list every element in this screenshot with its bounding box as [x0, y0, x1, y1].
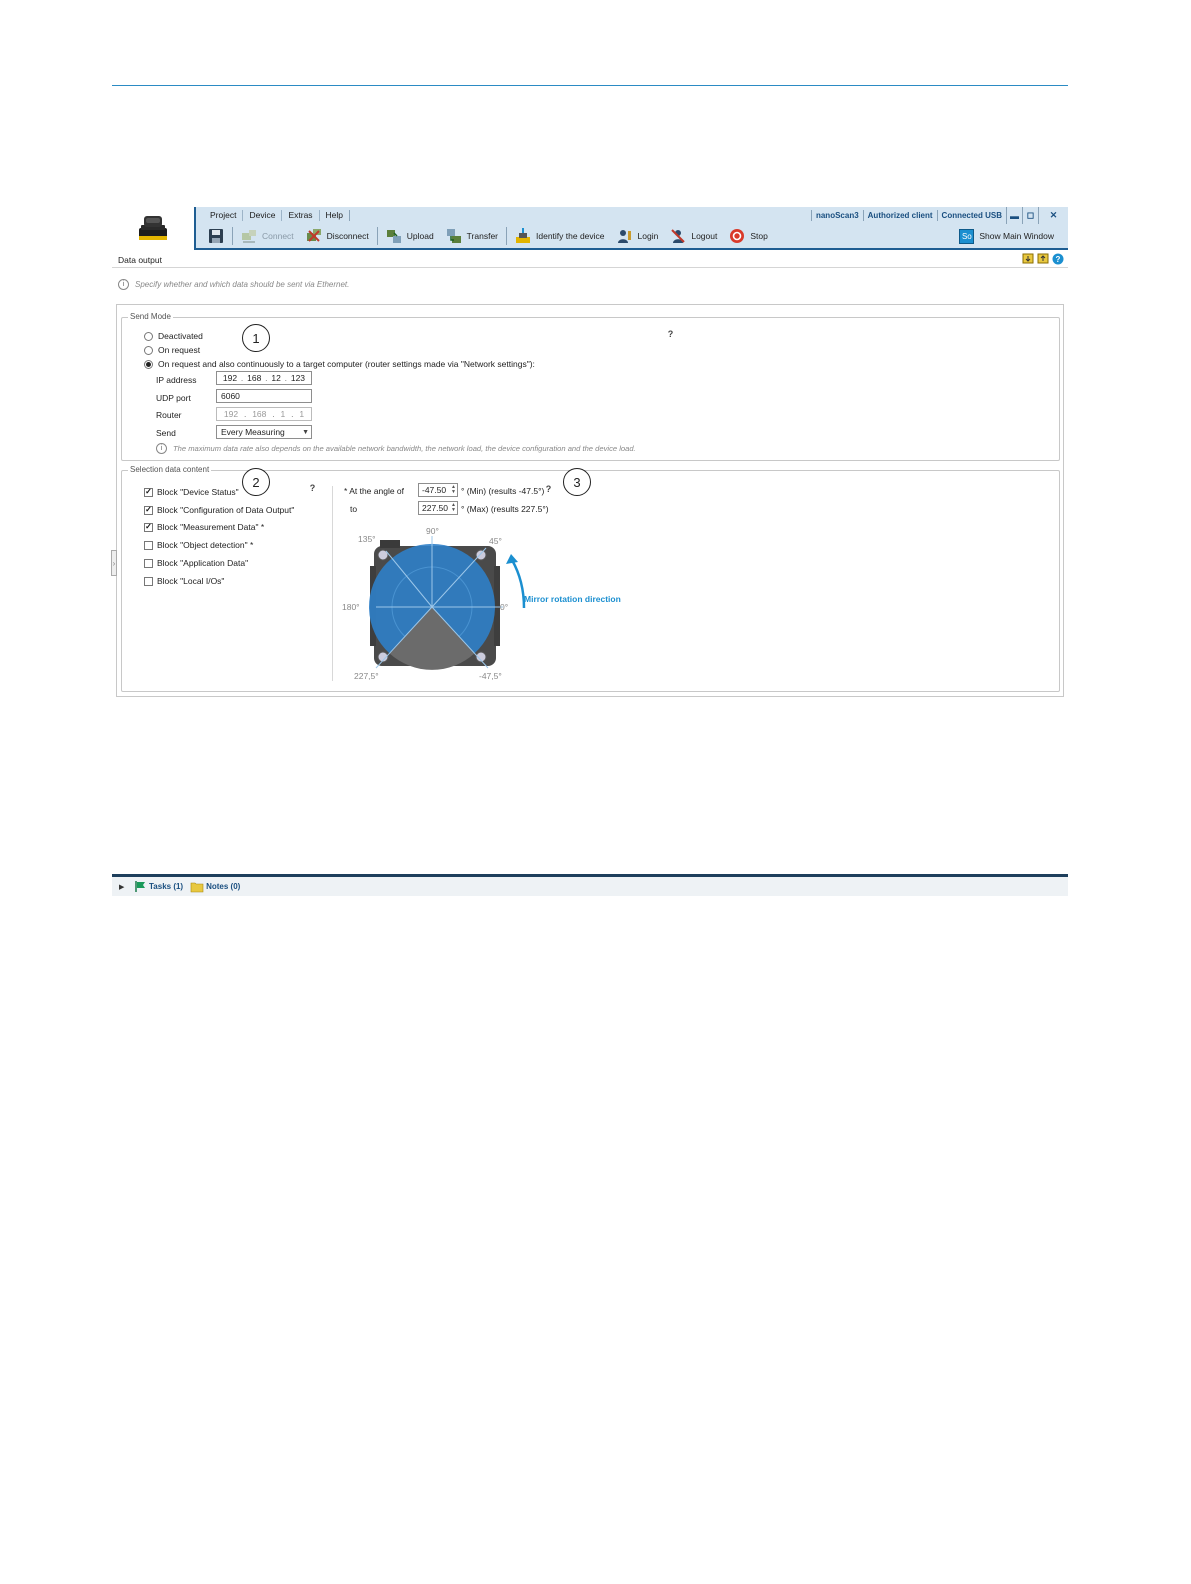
page-info-text: Specify whether and which data should be sent via Ethernet. [135, 280, 350, 289]
page-title: Data output [118, 255, 162, 265]
toolbar-separator [232, 227, 233, 245]
mirror-rotation-label: Mirror rotation direction [524, 594, 621, 604]
checkbox-label: Block "Configuration of Data Output" [157, 505, 295, 515]
stop-button[interactable] [723, 225, 774, 247]
toolbar-separator [377, 227, 378, 245]
flag-icon [135, 881, 146, 892]
save-icon [208, 228, 224, 244]
menu-extras[interactable]: Extras [282, 210, 319, 221]
help-icon[interactable] [1052, 253, 1064, 265]
disconnect-icon [306, 228, 322, 244]
send-mode-note [156, 443, 636, 454]
stop-icon [729, 228, 745, 244]
angle-max-suffix: ° (Max) (results 227.5°) [461, 504, 549, 514]
udp-port-label: UDP port [156, 393, 191, 403]
angle-min-suffix: ° (Min) (results -47.5°) [461, 486, 545, 496]
selection-data-group [121, 465, 1060, 692]
disconnect-button[interactable] [300, 225, 375, 247]
udp-port-value: 6060 [221, 391, 240, 401]
logout-button[interactable] [664, 225, 723, 247]
radio-label: On request and also continuously to a target computer (router settings made via "Network settings"): [158, 359, 535, 369]
app-window [112, 207, 1068, 697]
checkbox-label: Block "Measurement Data" * [157, 522, 265, 532]
ip-octet: 12 [271, 373, 281, 383]
blocks-help-icon[interactable]: ? [309, 483, 316, 493]
radio-button[interactable] [144, 360, 153, 369]
router-octet: 192 [223, 409, 239, 419]
radio-on-request[interactable] [144, 345, 200, 355]
connect-icon [241, 228, 257, 244]
sidebar-expand-handle[interactable]: › [111, 550, 117, 576]
login-icon [617, 228, 633, 244]
block-configuration-checkbox[interactable] [144, 505, 294, 515]
checkbox[interactable] [144, 559, 153, 568]
tasks-label: Tasks (1) [149, 882, 184, 891]
ip-octet: 123 [290, 373, 306, 383]
notes-tab[interactable] [191, 882, 240, 892]
angle-label-135: 135° [358, 534, 376, 544]
minimize-button[interactable]: ▬ [1006, 207, 1022, 224]
block-device-status-checkbox[interactable] [144, 487, 239, 497]
connect-label: Connect [262, 231, 294, 241]
logout-icon [670, 228, 686, 244]
send-select[interactable] [216, 425, 312, 439]
scan-field-diagram [342, 526, 646, 681]
spinner-arrows-icon[interactable]: ▲ ▼ [451, 502, 456, 513]
stop-label: Stop [750, 231, 768, 241]
ip-address-input[interactable]: 192 . 168 . 12 . 123 [216, 371, 312, 385]
angle-max-input[interactable] [418, 501, 458, 515]
connect-button[interactable] [235, 225, 300, 247]
chevron-down-icon: ▼ [302, 428, 309, 436]
import-icon[interactable] [1022, 253, 1034, 265]
angle-min-value: -47.50 [422, 485, 447, 495]
scanner-device-icon [136, 212, 170, 244]
close-button[interactable]: ✕ [1038, 207, 1068, 224]
angle-label-0: 0° [500, 602, 509, 612]
svg-text:?: ? [1055, 255, 1061, 264]
checkbox-label: Block "Application Data" [157, 558, 249, 568]
radio-continuous[interactable] [144, 359, 535, 369]
checkbox[interactable]: ✓ [145, 487, 152, 496]
transfer-button[interactable] [440, 225, 504, 247]
show-main-window-icon: So [959, 229, 974, 244]
show-main-window-button[interactable] [953, 225, 1060, 247]
identify-device-label: Identify the device [536, 231, 605, 241]
angle-to-label: to [350, 504, 358, 514]
column-divider [332, 486, 333, 681]
logout-label: Logout [691, 231, 718, 241]
block-measurement-data-checkbox[interactable] [144, 522, 264, 532]
send-mode-legend: Send Mode [130, 312, 171, 321]
rotation-arrow-icon [512, 560, 524, 608]
angle-label-45: 45° [489, 536, 502, 546]
radio-label: On request [158, 345, 201, 355]
status-device-name: nanoScan3 [811, 210, 863, 221]
info-icon: i [118, 279, 129, 290]
content-frame [112, 304, 1064, 697]
router-input: 192 . 168 . 1 . 1 [216, 407, 312, 421]
toolbar-separator [506, 227, 507, 245]
export-icon[interactable] [1037, 253, 1049, 265]
radio-button[interactable] [144, 346, 153, 355]
checkbox[interactable]: ✓ [145, 505, 152, 514]
router-octet: 1 [299, 409, 305, 419]
page-info [118, 279, 349, 290]
angle-label-minus-47-5: -47,5° [479, 671, 502, 681]
login-button[interactable] [611, 225, 665, 247]
identify-device-button[interactable] [509, 225, 611, 247]
checkbox[interactable]: ✓ [145, 522, 152, 531]
send-mode-note-text: The maximum data rate also depends on the available network bandwidth, the network load, the device configuration and the device load. [173, 444, 636, 453]
send-select-value: Every Measuring [221, 427, 285, 437]
toolbar [194, 224, 1068, 250]
transfer-label: Transfer [466, 231, 499, 241]
save-button[interactable] [202, 225, 230, 247]
send-label: Send [156, 428, 176, 438]
block-object-detection-checkbox[interactable] [144, 540, 253, 550]
angle-from-label: * At the angle of [344, 486, 405, 496]
radio-button[interactable] [144, 332, 153, 341]
ip-address-label: IP address [156, 375, 197, 385]
device-logo-panel [112, 207, 194, 250]
radio-deactivated[interactable] [144, 331, 203, 341]
page-top-rule [112, 85, 1068, 86]
router-octet: 168 [252, 409, 267, 419]
callout-1: 1 [242, 324, 270, 352]
login-label: Login [637, 231, 659, 241]
angle-label-180: 180° [342, 602, 360, 612]
folder-icon [191, 882, 203, 892]
checkbox[interactable] [144, 541, 153, 550]
udp-port-input[interactable] [216, 389, 312, 403]
notes-label: Notes (0) [206, 882, 241, 891]
upload-button[interactable] [380, 225, 440, 247]
block-local-ios-checkbox[interactable] [144, 576, 224, 586]
menu-help[interactable]: Help [320, 210, 350, 221]
send-mode-help-icon[interactable]: ? [667, 329, 674, 339]
spinner-arrows-icon[interactable]: ▲ ▼ [451, 484, 456, 495]
tasks-tab[interactable] [135, 881, 183, 892]
callout-3: 3 [563, 468, 591, 496]
block-application-data-checkbox[interactable] [144, 558, 248, 568]
checkbox-label: Block "Device Status" [157, 487, 239, 497]
router-octet: 1 [280, 409, 286, 419]
expand-arrow-icon[interactable]: ▶ [119, 883, 125, 891]
status-connection[interactable]: Connected USB [937, 210, 1006, 221]
disconnect-label: Disconnect [326, 231, 369, 241]
angle-label-90: 90° [426, 526, 439, 536]
angle-max-value: 227.50 [422, 503, 448, 513]
show-main-window-label: Show Main Window [979, 231, 1054, 241]
upload-label: Upload [406, 231, 434, 241]
identify-device-icon [515, 228, 531, 244]
angle-min-input[interactable] [418, 483, 458, 497]
menu-project[interactable]: Project [204, 210, 243, 221]
transfer-icon [446, 228, 462, 244]
maximize-button[interactable]: ◻ [1022, 207, 1038, 224]
angle-label-227-5: 227,5° [354, 671, 379, 681]
radio-label: Deactivated [158, 331, 203, 341]
bottom-bar [112, 874, 1068, 896]
upload-icon [386, 228, 402, 244]
checkbox-label: Block "Local I/Os" [157, 576, 225, 586]
menu-bar [194, 207, 1068, 224]
router-label: Router [156, 410, 182, 420]
ip-octet: 168 [247, 373, 262, 383]
checkbox-label: Block "Object detection" * [157, 540, 254, 550]
ip-octet: 192 [222, 373, 238, 383]
info-icon: i [156, 443, 167, 454]
angle-help-icon[interactable]: ? [545, 484, 552, 494]
callout-2: 2 [242, 468, 270, 496]
checkbox[interactable] [144, 577, 153, 586]
page-header [112, 252, 1068, 268]
status-user-level[interactable]: Authorized client [863, 210, 937, 221]
selection-data-legend: Selection data content [130, 465, 210, 474]
screw [476, 550, 486, 560]
menu-device[interactable]: Device [243, 210, 282, 221]
